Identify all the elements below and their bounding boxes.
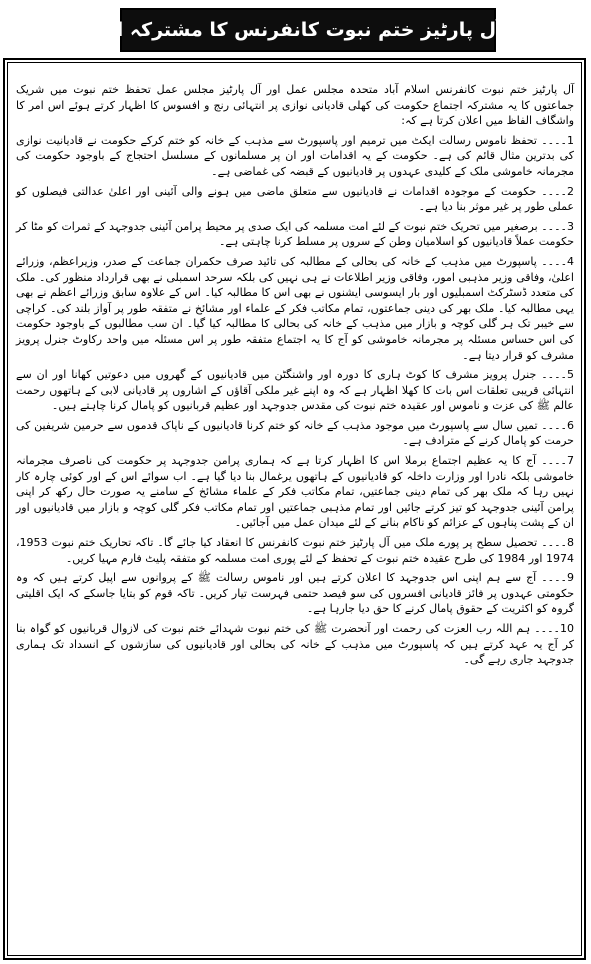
- point-5: 5۔۔۔۔ جنرل پرویز مشرف کا کوٹ ہاری کا دورہ اور واشنگٹن میں قادیانیوں کے گھروں میں دعوتیں کھانا اور ان سے انتہائی قریبی تعلقات اس بات کا کھلا اظہار ہے کہ وہ اپنے غیر ملکی آقاؤں کے اشاروں پر قادیانی لابی کے ہاتھوں رحمت عالم ﷺ کی عزت و ناموس اور عقیدہ ختم نبوت کی مقدس جدوجہد اور عظیم قربانیوں کو پامال کرنا چاہتے ہیں۔: [16, 368, 574, 413]
- article-body: [16, 82, 574, 672]
- point-text: آج سے ہم اپنی اس جدوجہد کا اعلان کرتے ہیں اور ناموس رسالت ﷺ کے پروانوں سے اپیل کرتے ہیں کہ وہ حکومتی عہدوں پر فائز قادیانی افسروں کی سو فیصد حتمی فہرست تیار کریں۔ تاکہ قوم کو بتایا جاسکے کہ ایک اقلیتی گروہ کو اکثریت کے حقوق پامال کرنے کا حق دیا جارہا ہے۔: [16, 571, 574, 616]
- point-number: 2: [567, 184, 575, 198]
- point-text: حکومت کے موجودہ اقدامات نے قادیانیوں سے متعلق ماضی میں ہونے والی آئینی اور اعلیٰ عدالتی فیصلوں کو عملی طور پر غیر موثر بنا دیا ہے۔: [16, 184, 574, 214]
- point-text: ہم اللہ رب العزت کی رحمت اور آنحضرت ﷺ کی ختم نبوت شہدائے ختم نبوت کی لازوال قربانیوں کو گواہ بنا کر آج یہ عہد کرتے ہیں کہ پاسپورٹ میں مذہب کے خانہ کی بحالی اور قادیانیوں کی سازشوں کے انسداد تک ہماری جدوجہد جاری رہے گی۔: [16, 622, 574, 667]
- point-number: 1: [567, 133, 575, 147]
- point-text: تحفظ ناموس رسالت ایکٹ میں ترمیم اور پاسپورٹ سے مذہب کے خانہ کو ختم کرکے حکومت نے قادیانیت نوازی کی بدترین مثال قائم کی ہے۔ حکومت کے یہ اقدامات اور ان پر مسلمانوں کے مسلسل احتجاج کے باوجود حکومت کی مجرمانہ خاموشی ملک کے کلیدی عہدوں پر قادیانیوں کے قبضہ کی غماضی ہے۔: [16, 133, 574, 178]
- point-text: آج کا یہ عظیم اجتماع برملا اس کا اظہار کرتا ہے کہ ہماری پرامن جدوجہد پر حکومت کی ناصرف مجرمانہ خاموشی بلکہ نادرا اور وزارت داخلہ کو قادیانیوں کے ہاتھوں یرغمال بنا دیا گیا ہے۔ اب سوائے اس کے اور کوئی چارہ کار نہیں رہا کہ ملک بھر کی تمام دینی جماعتیں، تمام مکاتب فکر کے علماء مشائخ کے سامنے یہ صورت حال رکھ کر اپنی پرامن آئینی جدوجہد کو تیز کرتے جائیں اور تمام مذہبی جماعتیں اور تمام مکاتب فکر گلی کوچہ و بازار میں قادیانیوں اور ان کے پشت پناہوں کے عزائم کو ناکام بنانے کے لئے میدان عمل میں آجائیں۔: [16, 454, 574, 530]
- point-number: 4: [567, 254, 575, 268]
- point-text: تمیں سال سے پاسپورٹ میں موجود مذہب کے خانہ کو ختم کرنا قادیانیوں کے ناپاک قدموں سے حرمین شریفین کی حرمت کو پامال کرنے کے مترادف ہے۔: [16, 418, 574, 448]
- point-number: 6: [567, 418, 575, 432]
- point-text: پاسپورٹ میں مذہب کے خانہ کی بحالی کے مطالبہ کی تائید صرف حکمران جماعت کے صدر، وزیراعظم، وزرائے اعلیٰ، وفاقی وزیر مذہبی امور، وفاقی وزیر اطلاعات نے ہی نہیں کی بلکہ سرحد اسمبلی نے بھی قرارداد منظور کی۔ ملک کی متعدد ڈسٹرکٹ اسمبلیوں اور بار ایسوسی ایشنوں نے بھی اس کا مطالبہ کیا۔ اس کے علاوہ سابق وزرائے اعظم نے بھی یہی مطالبہ کیا۔ ملک بھر کی دینی جماعتوں، تمام مکاتب فکر کے علماء اور مشائخ نے متفقہ طور پر آواز بلند کی۔ کراچی سے خیبر تک ہر گلی کوچہ و بازار میں مذہب کے خانہ کی بحالی کا مطالبہ کیا گیا۔ ان سب مطالبوں کے باوجود حکومت کی اس حساس مسئلہ پر مجرمانہ خاموشی کو آج کا یہ اجتماع متفقہ طور پر اس مسئلہ میں واحد رکاوٹ جنرل پرویز مشرف کو قرار دیتا ہے۔: [16, 254, 574, 362]
- point-number: 10: [560, 622, 574, 635]
- point-8: 8۔۔۔۔ تحصیل سطح پر پورے ملک میں آل پارٹیز ختم نبوت کانفرنس کا انعقاد کیا جائے گا۔ تاکہ تحاریک ختم نبوت 1953، 1974 اور 1984 کی طرح عقیدہ ختم نبوت کے تحفظ کے لئے پوری امت مسلمہ کو متفقہ پلیٹ فارم مہیا کریں۔: [16, 536, 574, 565]
- intro-paragraph: آل پارٹیز ختم نبوت کانفرنس اسلام آباد متحدہ مجلس عمل اور آل پارٹیز مجلس عمل تحفظ ختم نبوت میں شریک جماعتوں کا یہ مشترکہ اجتماع حکومت کی کھلی قادیانی نوازی پر انتہائی رنج و افسوس کا اظہار کرتے ہوئے اس امر کا واشگاف الفاظ میں اعلان کرتا ہے کہ:: [16, 83, 574, 128]
- point-10: 10۔۔۔۔ ہم اللہ رب العزت کی رحمت اور آنحضرت ﷺ کی ختم نبوت شہدائے ختم نبوت کی لازوال قربانیوں کو گواہ بنا کر آج یہ عہد کرتے ہیں کہ پاسپورٹ میں مذہب کے خانہ کی بحالی اور قادیانیوں کی سازشوں کے انسداد تک ہماری جدوجہد جاری رہے گی۔: [16, 622, 574, 667]
- point-number: 9: [567, 571, 574, 585]
- point-4: 4۔۔۔۔ پاسپورٹ میں مذہب کے خانہ کی بحالی کے مطالبہ کی تائید صرف حکمران جماعت کے صدر، وزیراعظم، وزرائے اعلیٰ، وفاقی وزیر مذہبی امور، وفاقی وزیر اطلاعات نے ہی نہیں کی بلکہ سرحد اسمبلی نے بھی قرارداد منظور کی۔ ملک کی متعدد ڈسٹرکٹ اسمبلیوں اور بار ایسوسی ایشنوں نے بھی اس کا مطالبہ کیا۔ اس کے علاوہ سابق وزرائے اعظم نے بھی یہی مطالبہ کیا۔ ملک بھر کی دینی جماعتوں، تمام مکاتب فکر کے علماء اور مشائخ نے متفقہ طور پر آواز بلند کی۔ کراچی سے خیبر تک ہر گلی کوچہ و بازار میں مذہب کے خانہ کی بحالی کا مطالبہ کیا گیا۔ ان سب مطالبوں کے باوجود حکومت کی اس حساس مسئلہ پر مجرمانہ خاموشی کو آج کا یہ اجتماع متفقہ طور پر اس مسئلہ میں واحد رکاوٹ جنرل پرویز مشرف کو قرار دیتا ہے۔: [16, 254, 575, 362]
- point-6: 6۔۔۔۔ تمیں سال سے پاسپورٹ میں موجود مذہب کے خانہ کو ختم کرنا قادیانیوں کے ناپاک قدموں سے حرمین شریفین کی حرمت کو پامال کرنے کے مترادف ہے۔: [16, 418, 575, 448]
- point-9: 9۔۔۔۔ آج سے ہم اپنی اس جدوجہد کا اعلان کرتے ہیں اور ناموس رسالت ﷺ کے پروانوں سے اپیل کرتے ہیں کہ وہ حکومتی عہدوں پر فائز قادیانی افسروں کی سو فیصد حتمی فہرست تیار کریں۔ تاکہ قوم کو بتایا جاسکے کہ ایک اقلیتی گروہ کو اکثریت کے حقوق پامال کرنے کا حق دیا جارہا ہے۔: [16, 571, 574, 616]
- point-text: جنرل پرویز مشرف کا کوٹ ہاری کا دورہ اور واشنگٹن میں قادیانیوں کے گھروں میں دعوتیں کھانا اور ان سے انتہائی قریبی تعلقات اس بات کا کھلا اظہار ہے کہ وہ اپنے غیر ملکی آقاؤں کے اشاروں پر قادیانی لابی کے ہاتھوں رحمت عالم ﷺ کی عزت و ناموس اور عقیدہ ختم نبوت کی مقدس جدوجہد اور عظیم قربانیوں کو پامال کرنا چاہتے ہیں۔: [16, 368, 574, 413]
- point-number: 8: [567, 536, 574, 550]
- point-number: 7: [567, 454, 574, 468]
- point-text: برصغیر میں تحریک ختم نبوت کے لئے امت مسلمہ کی ایک صدی پر محیط پرامن آئینی جدوجہد کے ثمرات کو مٹا کر حکومت عملاً قادیانیوں کو اسلامیان وطن کے سروں پر مسلط کرنا چاہتی ہے۔: [16, 219, 574, 249]
- point-3: 3۔۔۔۔ برصغیر میں تحریک ختم نبوت کے لئے امت مسلمہ کی ایک صدی پر محیط پرامن آئینی جدوجہد کے ثمرات کو مٹا کر حکومت عملاً قادیانیوں کو اسلامیان وطن کے سروں پر مسلط کرنا چاہتی ہے۔: [16, 219, 574, 249]
- point-1: 1۔۔۔۔ تحفظ ناموس رسالت ایکٹ میں ترمیم اور پاسپورٹ سے مذہب کے خانہ کو ختم کرکے حکومت نے قادیانیت نوازی کی بدترین مثال قائم کی ہے۔ حکومت کے یہ اقدامات اور ان پر مسلمانوں کے مسلسل احتجاج کے باوجود حکومت کی مجرمانہ خاموشی ملک کے کلیدی عہدوں پر قادیانیوں کے قبضہ کی غماضی ہے۔: [16, 133, 575, 178]
- headline: 9مارچ آل پارٹیز ختم نبوت کانفرنس کا مشترکہ اعلامیہ!: [120, 8, 496, 52]
- point-2: 2۔۔۔۔ حکومت کے موجودہ اقدامات نے قادیانیوں سے متعلق ماضی میں ہونے والی آئینی اور اعلیٰ عدالتی فیصلوں کو عملی طور پر غیر موثر بنا دیا ہے۔: [16, 184, 575, 214]
- point-7: 7۔۔۔۔ آج کا یہ عظیم اجتماع برملا اس کا اظہار کرتا ہے کہ ہماری پرامن جدوجہد پر حکومت کی ناصرف مجرمانہ خاموشی بلکہ نادرا اور وزارت داخلہ کو قادیانیوں کے ہاتھوں یرغمال بنا دیا گیا ہے۔ اب سوائے اس کے اور کوئی چارہ کار نہیں رہا کہ ملک بھر کی تمام دینی جماعتیں، تمام مکاتب فکر کے علماء مشائخ کے سامنے یہ صورت حال رکھ کر اپنی پرامن آئینی جدوجہد کو تیز کرتے جائیں اور تمام مذہبی جماعتیں اور تمام مکاتب فکر گلی کوچہ و بازار میں قادیانیوں اور ان کے پشت پناہوں کے عزائم کو ناکام بنانے کے لئے میدان عمل میں آجائیں۔: [16, 454, 574, 530]
- point-number: 3: [567, 219, 574, 233]
- point-number: 5: [567, 368, 574, 382]
- point-text: تحصیل سطح پر پورے ملک میں آل پارٹیز ختم نبوت کانفرنس کا انعقاد کیا جائے گا۔ تاکہ تحاریک ختم نبوت 1953، 1974 اور 1984 کی طرح عقیدہ ختم نبوت کے تحفظ کے لئے پوری امت مسلمہ کو متفقہ پلیٹ فارم مہیا کریں۔: [16, 536, 574, 565]
